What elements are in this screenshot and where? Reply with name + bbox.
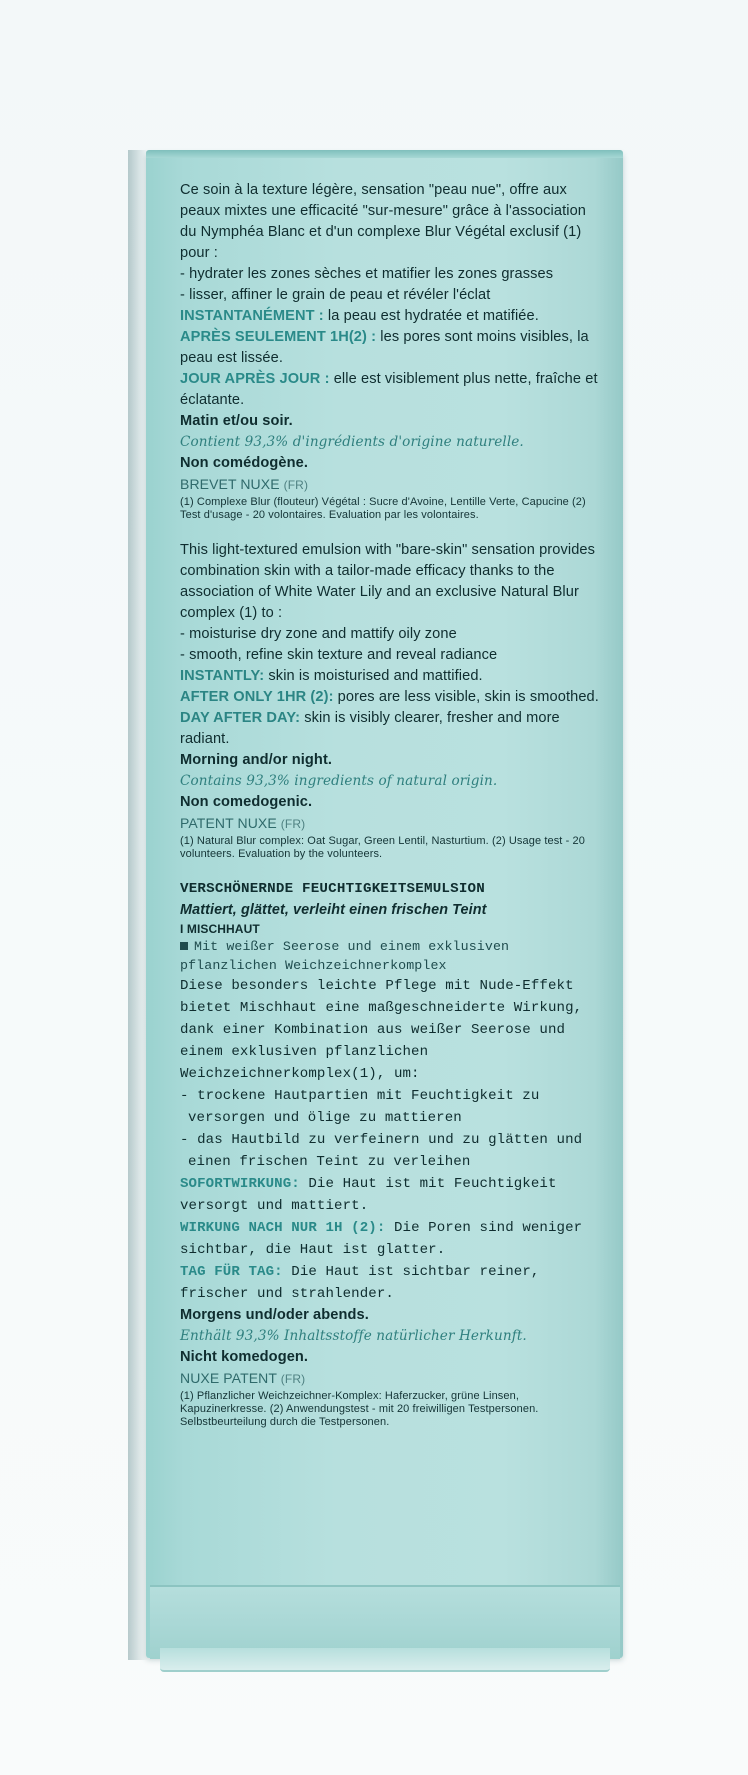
fr-after-text: les pores sont moins visibles, la peau est lissée. xyxy=(180,329,589,366)
fr-contains: Contient 93,3% d'ingrédients d'origine naturelle. xyxy=(180,434,524,450)
en-day-label: DAY AFTER DAY: xyxy=(180,710,301,726)
en-usage: Morning and/or night. xyxy=(180,752,333,768)
fr-footnote: (1) Complexe Blur (flouteur) Végétal : Sucre d'Avoine, Lentille Verte, Capucine (2) Test d'usage - 20 volontaires. Evaluation par les volontaires. xyxy=(180,496,586,521)
de-patent xyxy=(180,1368,605,1390)
en-day-text: skin is visibly clearer, fresher and more radiant. xyxy=(180,710,560,747)
box-top-edge xyxy=(146,150,623,158)
de-non-comedogenic: Nicht komedogen. xyxy=(180,1349,309,1365)
en-bullet-2: - smooth, refine skin texture and reveal radiance xyxy=(180,647,498,663)
de-after-text: Die Poren sind weniger sichtbar, die Haut ist glatter. xyxy=(180,1220,583,1258)
french-section xyxy=(180,180,605,522)
de-day-label: TAG FÜR TAG: xyxy=(180,1264,283,1280)
fr-instant xyxy=(180,306,605,327)
en-intro: This light-textured emulsion with "bare-skin" sensation provides combination skin with a tailor-made efficacy thanks to the association of White Water Lily and an exclusive Natural Blur complex (1) to : xyxy=(180,542,596,621)
fr-day-label: JOUR APRÈS JOUR : xyxy=(180,371,330,387)
en-contains: Contains 93,3% ingredients of natural origin. xyxy=(180,773,498,789)
fr-instant-text: la peau est hydratée et matifiée. xyxy=(323,308,539,324)
de-patent-label: NUXE PATENT xyxy=(180,1370,277,1386)
en-instant xyxy=(180,666,605,687)
de-tagline-text: Mit weißer Seerose und einem exklusiven pflanzlichen Weichzeichnerkomplex xyxy=(180,939,510,973)
fr-after xyxy=(180,327,605,369)
fr-patent-label: BREVET NUXE xyxy=(180,476,280,492)
fr-non-comedogenic: Non comédogène. xyxy=(180,455,308,471)
de-contains: Enthält 93,3% Inhaltsstoffe natürlicher Herkunft. xyxy=(180,1328,527,1344)
square-bullet-icon xyxy=(180,942,188,950)
box-side-shadow xyxy=(128,150,148,1660)
english-section xyxy=(180,540,605,861)
de-subtitle: Mattiert, glättet, verleiht einen frischen Teint xyxy=(180,902,487,918)
en-footnote: (1) Natural Blur complex: Oat Sugar, Green Lentil, Nasturtium. (2) Usage test - 20 volunteers. Evaluation by the volunteers. xyxy=(180,835,585,860)
de-tagline xyxy=(180,937,605,975)
en-non-comedogenic: Non comedogenic. xyxy=(180,794,313,810)
de-day-text: Die Haut ist sichtbar reiner, frischer und strahlender. xyxy=(180,1264,540,1302)
en-patent-code: (FR) xyxy=(280,817,306,831)
box-bottom-notch xyxy=(160,1648,610,1672)
de-skin-type: I MISCHHAUT xyxy=(180,922,260,936)
de-bullet-2: - das Hautbild zu verfeinern und zu glätten und einen frischen Teint zu verleihen xyxy=(180,1132,583,1170)
fr-patent-code: (FR) xyxy=(283,478,309,492)
en-instant-label: INSTANTLY: xyxy=(180,668,265,684)
german-section xyxy=(180,879,605,1429)
de-usage: Morgens und/oder abends. xyxy=(180,1307,369,1323)
de-instant xyxy=(180,1173,605,1217)
de-instant-text: Die Haut ist mit Feuchtigkeit versorgt und mattiert. xyxy=(180,1176,557,1214)
fr-bullet-2: - lisser, affiner le grain de peau et révéler l'éclat xyxy=(180,287,491,303)
en-day xyxy=(180,708,605,750)
fr-usage: Matin et/ou soir. xyxy=(180,413,293,429)
fr-patent xyxy=(180,474,605,496)
fr-day xyxy=(180,369,605,411)
de-footnote: (1) Pflanzlicher Weichzeichner-Komplex: Haferzucker, grüne Linsen, Kapuzinerkresse. (2) Anwendungstest - mit 20 freiwilligen Testpersonen. Selbstbeurteilung durch die Testpersonen. xyxy=(180,1390,539,1428)
en-after-label: AFTER ONLY 1HR (2): xyxy=(180,689,334,705)
de-day xyxy=(180,1261,605,1305)
de-after xyxy=(180,1217,605,1261)
de-instant-label: SOFORTWIRKUNG: xyxy=(180,1176,300,1192)
fr-intro: Ce soin à la texture légère, sensation "peau nue", offre aux peaux mixtes une efficacité "sur-mesure" grâce à l'association du Nymphéa Blanc et d'un complexe Blur Végétal exclusif (1) pour : xyxy=(180,182,587,261)
en-after-text: pores are less visible, skin is smoothed. xyxy=(333,689,599,705)
fr-bullet-1: - hydrater les zones sèches et matifier les zones grasses xyxy=(180,266,554,282)
de-intro: Diese besonders leichte Pflege mit Nude-Effekt bietet Mischhaut eine maßgeschneiderte Wirkung, dank einer Kombination aus weißer Seerose und einem exklusiven pflanzlichen Weichzeichnerkomplex(1), um: xyxy=(180,978,583,1082)
de-bullet-1: - trockene Hautpartien mit Feuchtigkeit zu versorgen und ölige zu mattieren xyxy=(180,1088,540,1126)
en-instant-text: skin is moisturised and mattified. xyxy=(264,668,483,684)
en-patent xyxy=(180,813,605,835)
en-bullet-1: - moisturise dry zone and mattify oily zone xyxy=(180,626,457,642)
fr-instant-label: INSTANTANÉMENT : xyxy=(180,308,324,324)
de-after-label: WIRKUNG NACH NUR 1H (2): xyxy=(180,1220,386,1236)
de-patent-code: (FR) xyxy=(280,1372,306,1386)
en-patent-label: PATENT NUXE xyxy=(180,815,277,831)
en-after xyxy=(180,687,605,708)
packaging-text xyxy=(180,180,605,1447)
de-title: VERSCHÖNERNDE FEUCHTIGKEITSEMULSION xyxy=(180,881,485,897)
fr-after-label: APRÈS SEULEMENT 1H(2) : xyxy=(180,329,377,345)
fr-day-text: elle est visiblement plus nette, fraîche et éclatante. xyxy=(180,371,598,408)
